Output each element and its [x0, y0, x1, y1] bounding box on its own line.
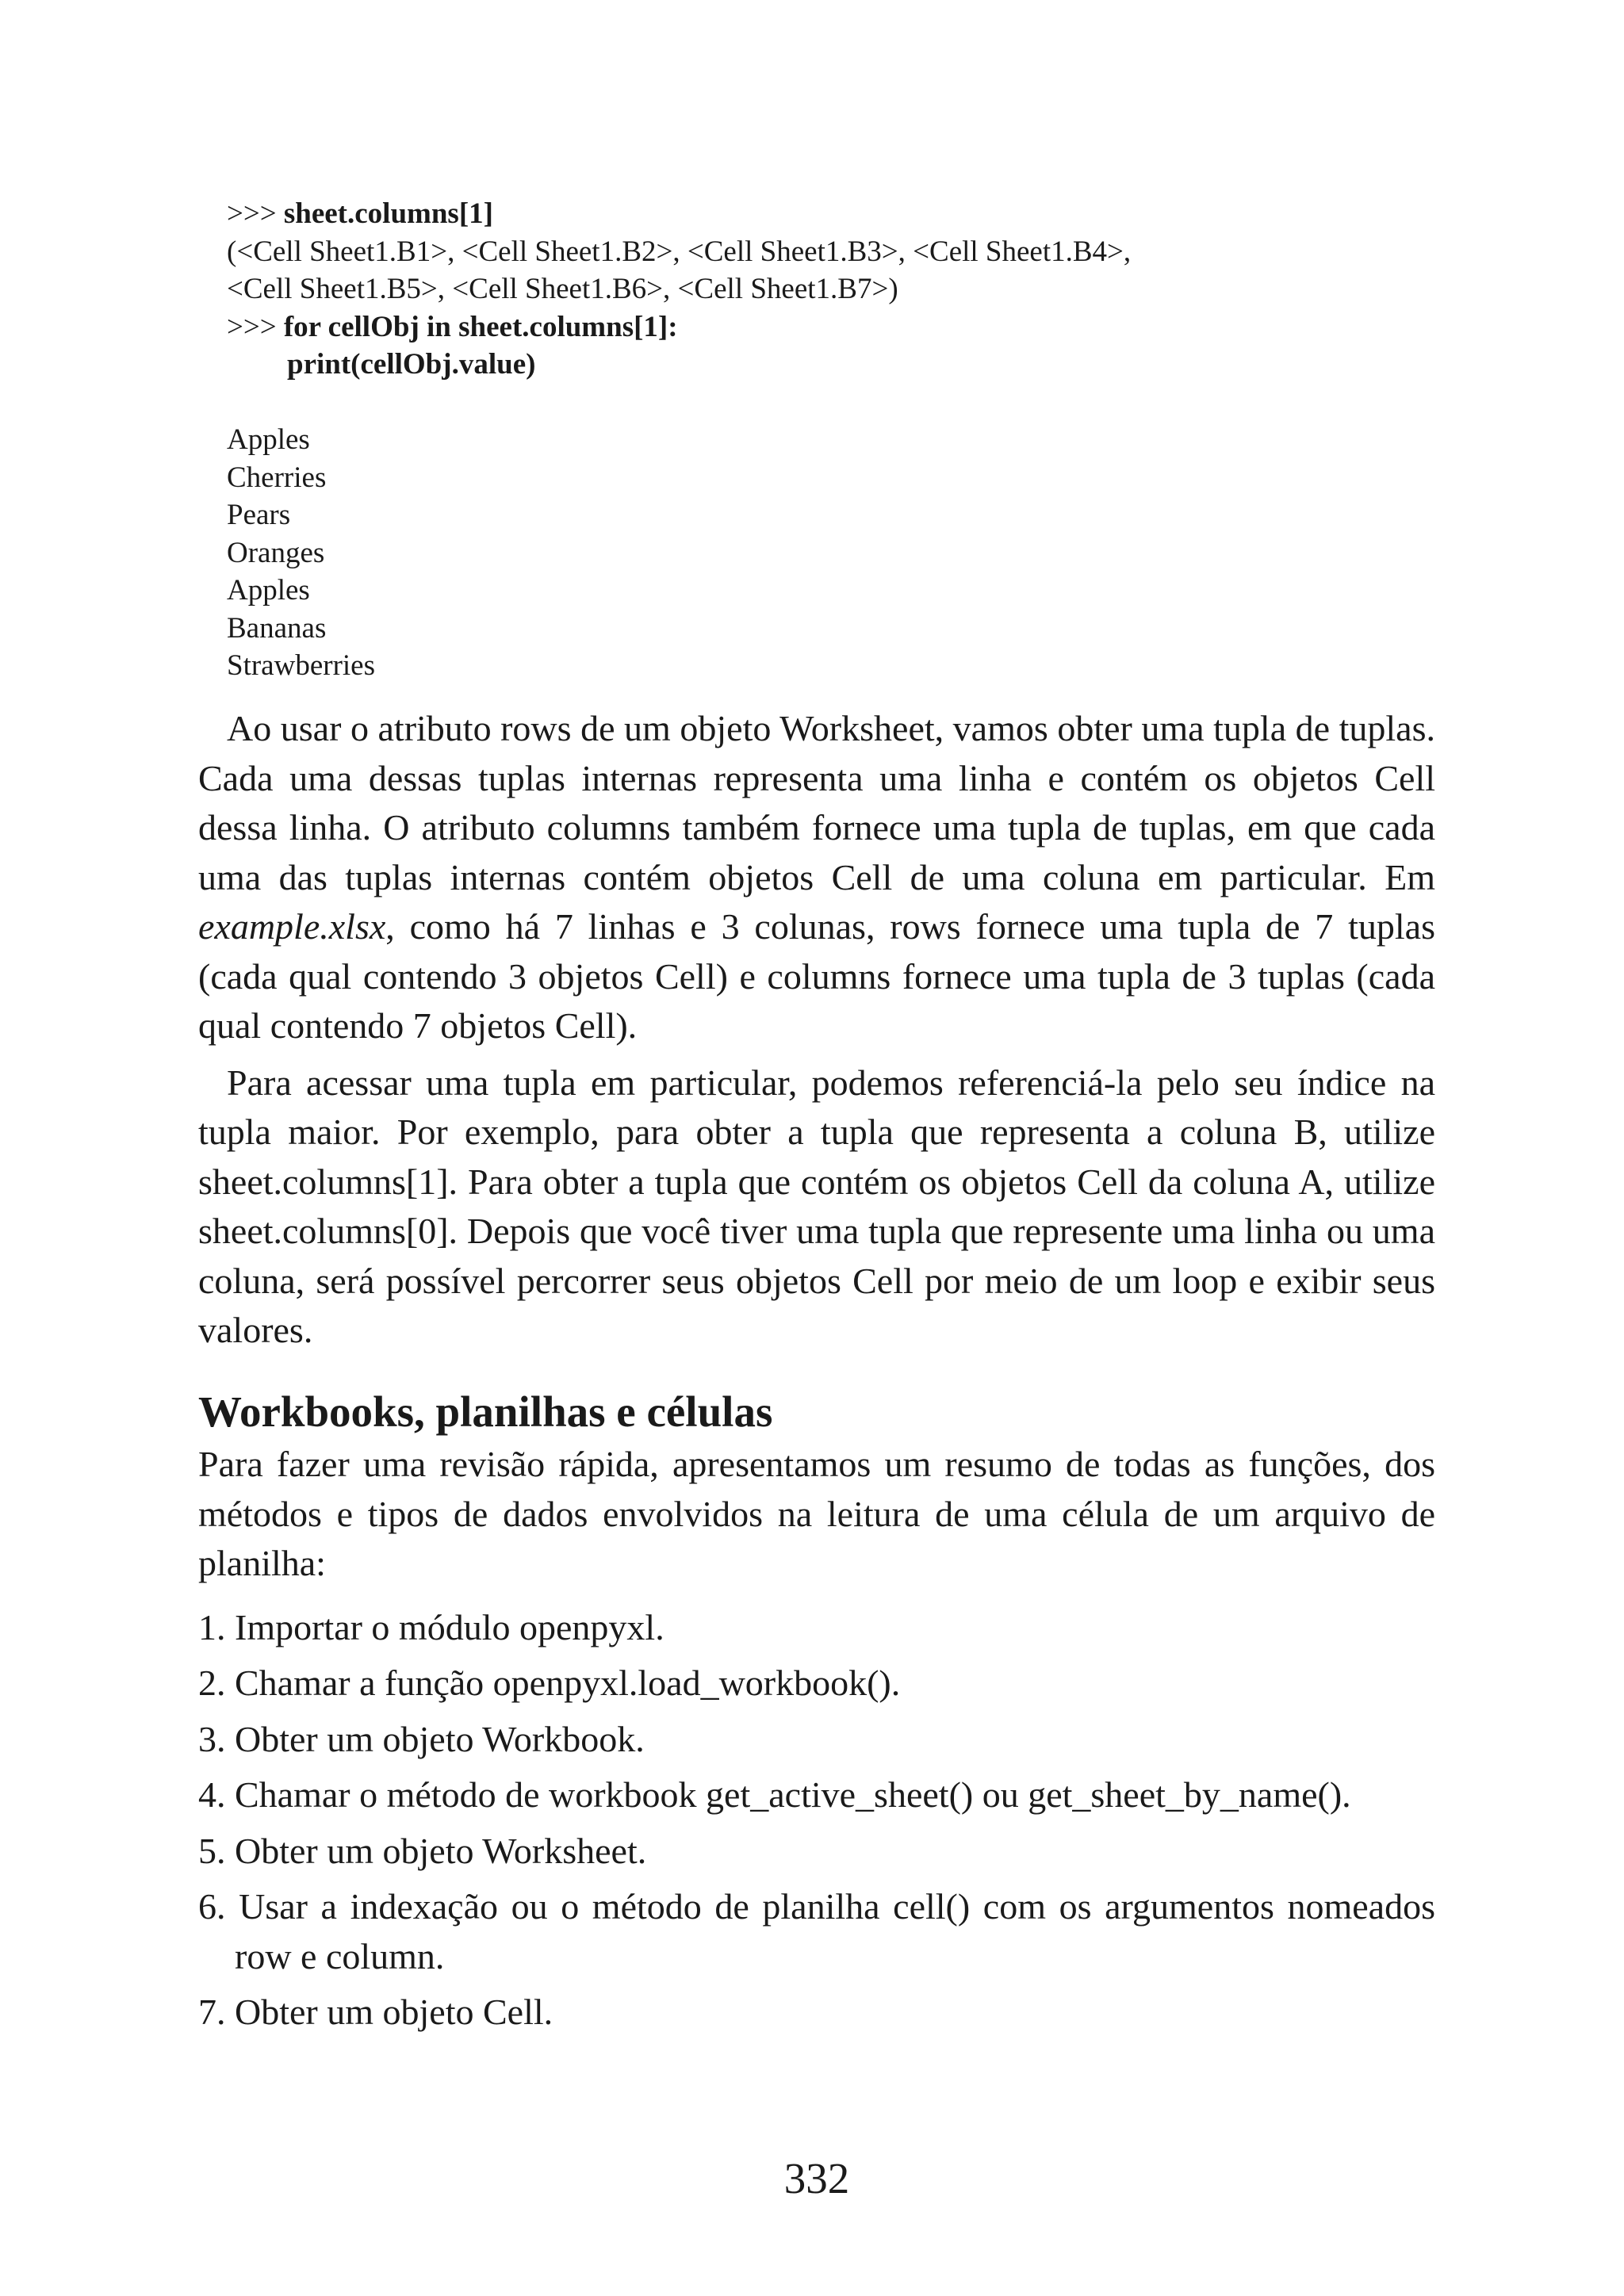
code-output-line: Oranges	[227, 536, 325, 569]
section-heading: Workbooks, planilhas e células	[198, 1387, 773, 1436]
list-item: 2. Chamar a função openpyxl.load_workbook().	[198, 1663, 901, 1703]
code-blank-line	[227, 384, 1416, 422]
code-command: for cellObj in sheet.columns[1]:	[283, 310, 678, 343]
code-line: print(cellObj.value)	[287, 348, 536, 381]
code-output-line: Apples	[227, 423, 310, 456]
code-line: (<Cell Sheet1.B1>, <Cell Sheet1.B2>, <Cell Sheet1.B3>, <Cell Sheet1.B4>,	[227, 235, 1132, 268]
paragraph-text: , como há 7 linhas e 3 colunas, rows fornece uma tupla de 7 tuplas (cada qual contendo 3 objetos Cell) e columns fornece uma tupla de 3 tuplas (cada qual contendo 7 objetos Cell).	[198, 906, 1435, 1046]
code-line	[227, 308, 1416, 346]
code-example	[227, 195, 1416, 685]
code-output-line: Bananas	[227, 611, 327, 645]
paragraph-text: Ao usar o atributo rows de um objeto Worksheet, vamos obter uma tupla de tuplas. Cada uma dessas tuplas internas representa uma linha e contém os objetos Cell dessa linha. O atributo columns também fornece uma tupla de tuplas, em que cada uma das tuplas internas contém objetos Cell de uma coluna em particular. Em	[198, 708, 1435, 897]
body-text	[198, 704, 1435, 1363]
code-output-line: Apples	[227, 574, 310, 607]
list-item: 3. Obter um objeto Workbook.	[198, 1718, 645, 1759]
paragraph-rows-columns	[198, 704, 1435, 1051]
section-workbooks	[198, 1384, 1435, 2044]
list-item: 5. Obter um objeto Worksheet.	[198, 1830, 647, 1871]
list-item: 1. Importar o módulo openpyxl.	[198, 1606, 665, 1647]
code-output-line: Strawberries	[227, 649, 375, 682]
paragraph-access-tuple: Para acessar uma tupla em particular, podemos referenciá-la pelo seu índice na tupla maior. Por exemplo, para obter a tupla que representa a coluna B, utilize sheet.columns[1]. Para obter a tupla que contém os objetos Cell da coluna A, utilize sheet.columns[0]. Depois que você tiver uma tupla que represente uma linha ou uma coluna, será possível percorrer seus objetos Cell por meio de um loop e exibir seus valores.	[198, 1062, 1435, 1350]
list-item: 4. Chamar o método de workbook get_active_sheet() ou get_sheet_by_name().	[198, 1774, 1351, 1815]
code-line: <Cell Sheet1.B5>, <Cell Sheet1.B6>, <Cell Sheet1.B7>)	[227, 273, 898, 305]
section-intro: Para fazer uma revisão rápida, apresentamos um resumo de todas as funções, dos métodos e tipos de dados envolvidos na leitura de uma célula de um arquivo de planilha:	[198, 1444, 1435, 1583]
list-item: 6. Usar a indexação ou o método de planilha cell() com os argumentos nomeados row e column.	[198, 1886, 1435, 1976]
page-number: 332	[783, 2154, 850, 2202]
code-output-line: Cherries	[227, 461, 327, 494]
code-prompt: >>>	[227, 197, 284, 230]
filename-emphasis: example.xlsx	[198, 906, 386, 947]
list-item: 7. Obter um objeto Cell.	[198, 1992, 553, 2032]
code-output-line: Pears	[227, 499, 291, 531]
code-command: sheet.columns[1]	[283, 197, 493, 230]
book-page	[198, 0, 1435, 2296]
code-line	[227, 195, 1416, 233]
code-prompt: >>>	[227, 310, 284, 343]
